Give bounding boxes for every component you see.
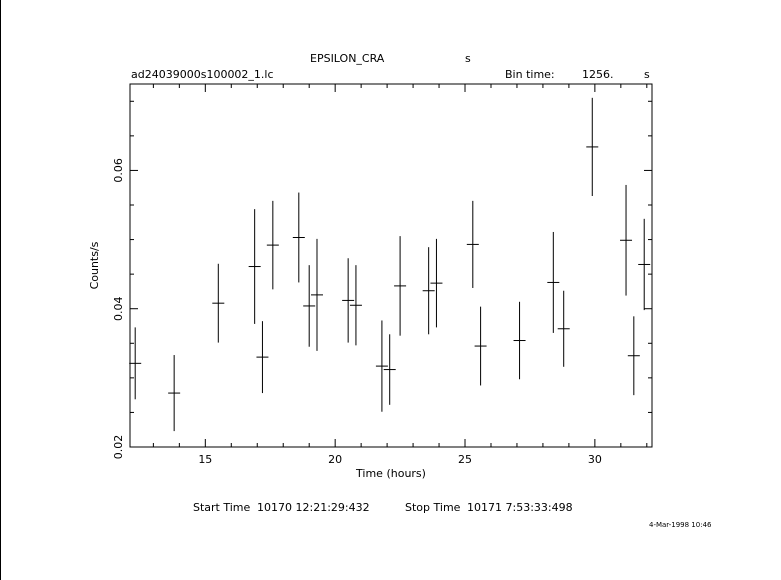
x-axis-label: Time (hours): [356, 467, 426, 480]
plot-date: 4-Mar-1998 10:46: [649, 521, 712, 529]
stop-time-label: Stop Time: [405, 501, 461, 514]
x-tick-label: 25: [458, 453, 473, 466]
bin-time-value: 1256.: [582, 68, 614, 81]
object-name: EPSILON_CRA: [310, 52, 385, 65]
y-tick-label: 0.02: [112, 434, 125, 460]
start-time-label: Start Time: [193, 501, 251, 514]
y-tick-label: 0.06: [112, 158, 125, 183]
object-unit: s: [465, 52, 471, 65]
bin-time-unit: s: [644, 68, 650, 81]
y-tick-label: 0.04: [112, 296, 125, 321]
plot-frame: [130, 84, 652, 447]
start-time-value: 10170 12:21:29:432: [257, 501, 370, 514]
x-tick-label: 30: [587, 453, 602, 466]
stop-time-value: 10171 7:53:33:498: [467, 501, 573, 514]
file-name: ad24039000s100002_1.lc: [131, 68, 274, 81]
y-axis-label: Counts/s: [88, 241, 101, 290]
bin-time-label: Bin time:: [505, 68, 555, 81]
x-tick-label: 15: [198, 453, 213, 466]
x-tick-label: 20: [328, 453, 343, 466]
